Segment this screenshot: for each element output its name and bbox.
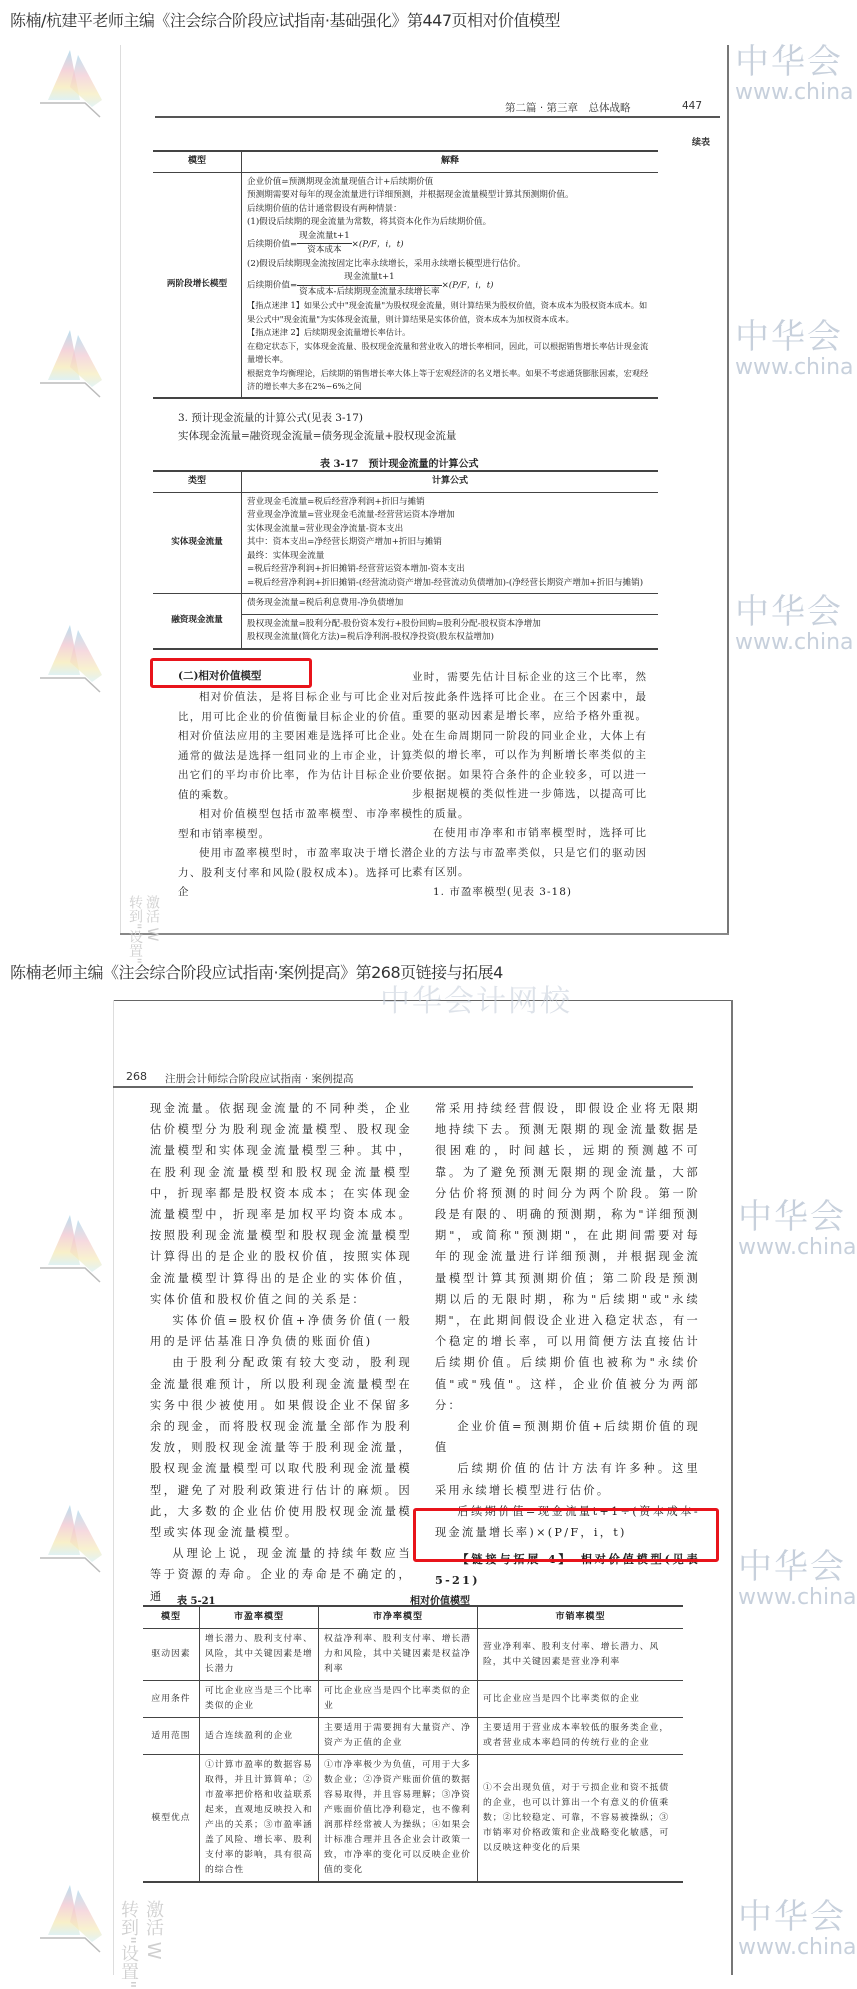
header-rule — [155, 116, 720, 118]
table-header: 模型 — [153, 151, 242, 172]
watermark-side-text: 转到"设置" — [127, 895, 143, 964]
watermark-logo-icon — [30, 325, 110, 405]
left-column — [150, 1098, 412, 1607]
page-left-edge — [113, 1000, 114, 1975]
watermark-brand: 中华会 — [735, 592, 843, 632]
table-label: 表 5-21 — [177, 1596, 216, 1607]
formula-2: 后续期价值= $\frac{\text{现金流量t+1}}{\text{资本成本-后续期现金流量永续增长率}}$ ×(P/F，i，t) — [247, 272, 494, 297]
table-line: (2)假设后续期现金流按固定比率永续增长，采用永续增长模型进行估价。 — [247, 258, 526, 269]
table-two-stage-model — [153, 150, 658, 399]
table-row: 驱动因素 增长潜力、股利支付率、风险，其中关键因素是增长潜力 权益净利率、股利支付率、增长潜力和风险，其中关键因素是权益净利率 营业净利率、股利支付率、增长潜力、风险，其中关键因素是营业净利率 — [143, 1629, 683, 1681]
tip-1: 【指点迷津 1】如果公式中"现金流量"为股权现金流量，则计算结果为股权价值，资本成本为股权资本成本。如果公式中"现金流量"为实体现金流量，则计算结果是实体价值，资本成本为加权资本成本。 — [247, 300, 648, 324]
table-line: 其中：资本支出=净经营长期资产增加+折旧与摊销 — [247, 537, 442, 547]
table-line: 股权现金流量=股利分配-股份资本发行+股份回购=股利分配-股权资本净增加 — [247, 618, 541, 629]
watermark-side-text: 激活 W — [143, 1900, 164, 1960]
table-row: 应用条件 可比企业应当是三个比率类似的企业 可比企业应当是四个比率类似的企业 可比企业应当是四个比率类似的企业 — [143, 1681, 683, 1718]
paragraph: 在使用市净率和市销率模型时，选择可比企业的方法与市盈率类似，只是它们的驱动因素有区别。 — [412, 827, 647, 878]
page-right-edge — [731, 1000, 733, 1975]
table-line: 股权现金流量(简化方法)=税后净利润-股权净投资(股东权益增加) — [247, 632, 494, 642]
table-line: 预测期需要对每年的现金流量进行详细预测，并根据现金流量模型计算其预测期价值。 — [247, 190, 574, 200]
table-line: (1)假设后续期的现金流量为常数，将其资本化作为后续期价值。 — [247, 217, 492, 227]
page-number: 268 — [126, 1070, 147, 1083]
watermark-side-text: 激活 W — [144, 895, 160, 942]
section-3-title: 3. 预计现金流量的计算公式(见表 3-17) — [178, 412, 363, 424]
section-heading-relative-value: (二)相对价值模型 — [178, 670, 262, 682]
paragraph: 从理论上说，现金流量的持续年数应当等于资源的寿命。企业的寿命是不确定的，通 — [150, 1547, 412, 1603]
highlight-box — [150, 658, 312, 688]
running-header: 注册会计师综合阶段应试指南 · 案例提高 — [165, 1073, 354, 1085]
section-caption-2: 陈楠老师主编《注会综合阶段应试指南·案例提高》第268页链接与拓展4 — [10, 963, 503, 982]
paragraph: 常采用持续经营假设，即假设企业将无限期地持续下去。预测无限期的现金流量数据是很困难的，时间越长，远期的预测越不可靠。为了避免预测无限期的现金流量，大部分估价将预测的时间分为两个阶段。第一阶段是有限的、明确的预测期，称为"详细预测期"，或简称"预测期"，在此期间需要对每年的现金流量进行详细预测，并根据现金流量模型计算其预测期价值；第二阶段是预测期以后的无限时期，称为"后续期"或"永续期"，在此期间假设企业进入稳定状态，有一个稳定的增长率，可以用简便方法直接估计后续期价值。后续期价值也被称为"永续价值"或"残值"。这样，企业价值被分为两部分： — [435, 1102, 700, 1412]
table-cash-flow-formulas — [153, 470, 658, 650]
row-label: 实体现金流量 — [153, 492, 242, 594]
table-line: 实体现金流量=营业现金净流量-资本支出 — [247, 523, 404, 534]
watermark-url: www.china — [738, 1585, 857, 1610]
watermark-logo-icon — [30, 620, 110, 700]
page-left-edge — [120, 45, 121, 935]
page-bottom-edge — [120, 933, 729, 935]
paragraph: 相对价值模型包括市盈率模型、市净率模型和市销率模型。 — [178, 808, 413, 840]
table-line: 后续期价值的估计通常假设有两种情景： — [247, 203, 402, 214]
table-line: 营业现金净流量=营业现金毛流量-经营营运资本净增加 — [247, 510, 455, 520]
section-3-formula: 实体现金流量=融资现金流量=债务现金流量+股权现金流量 — [178, 430, 457, 442]
row-label: 两阶段增长模型 — [153, 172, 242, 398]
table-line: 在稳定状态下，实体现金流量、股权现金流量和营业收入的增长率相同，因此，可以根据销售增长率估计现金流量增长率。 — [247, 340, 649, 364]
paragraph: 使用市盈率模型时，市盈率取决于增长潜力、股利支付率和风险(股权成本)。选择可比企 — [178, 847, 413, 898]
highlight-box — [413, 1508, 719, 1562]
paragraph: 企业价值=预测期价值+后续期价值的现值 — [435, 1420, 700, 1455]
formula-1: 后续期价值= $\frac{\text{现金流量t+1}}{\text{资本成本}}$ ×(P/F，i，t) — [247, 230, 404, 255]
watermark-url: www.china — [735, 630, 854, 655]
table-line: =税后经营净利润+折旧摊销-经营营运资本增加-资本支出 — [247, 564, 465, 574]
row-label: 融资现金流量 — [153, 594, 242, 649]
paragraph: 后续期价值的估计方法有许多种。这里采用永续增长模型进行估价。 — [435, 1462, 700, 1497]
table-row: 模型优点 ①计算市盈率的数据容易取得，并且计算简单；②市盈率把价格和收益联系起来，直观地反映投入和产出的关系；③市盈率涵盖了风险、增长率、股利支付率的影响，具有很高的综合性 ①市净率极少为负值，可用于大多数企业；②净资产账面价值的数据容易取得，并且容易理解；③净资产账面价值比净利稳定，也不像利润那样经常被人为操纵；④如果会计标准合理并且各企业会计政策一致，市净率的变化可以反映企业价值的变化 ①不会出现负值，对于亏损企业和资不抵债的企业，也可以计算出一个有意义的价值乘数；②比较稳定、可靠，不容易被操纵；③市销率对价格政策和企业战略变化敏感，可以反映这种变化的后果 — [143, 1755, 683, 1883]
table-line: 债务现金流量=税后利息费用-净负债增加 — [242, 594, 658, 615]
table-row: 适用范围 适合连续盈利的企业 主要适用于需要拥有大量资产、净资产为正值的企业 主要适用于营业成本率较低的服务类企业，或者营业成本率趋同的传统行业的企业 — [143, 1718, 683, 1755]
table-header: 市销率模型 — [478, 1606, 684, 1629]
watermark-side-text: 转到"设置" — [118, 1900, 139, 1989]
watermark-logo-icon — [30, 45, 110, 125]
paragraph: 由于股利分配政策有较大变动，股利现金流量很难预计，所以股利现金流量模型在实务中很少被使用。如果假设企业不保留多余的现金，而将股权现金流量全部作为股利发放，则股权现金流量等于股利现金流量，股权现金流量模型可以取代股利现金流量模型，避免了对股利政策进行估计的麻烦。因此，大多数的企业估价使用股权现金流量模型或实体现金流量模型。 — [150, 1356, 412, 1540]
table-line: 最终：实体现金流量 — [247, 550, 325, 561]
right-column — [412, 668, 647, 902]
watermark-url: www.china — [738, 1935, 857, 1960]
watermark-logo-icon — [30, 1500, 110, 1580]
header-rule — [113, 1086, 693, 1088]
paragraph: 相对价值法，是将目标企业与可比企业对比，用可比企业的价值衡量目标企业的价值。相对价值法应用的主要困难是选择可比企业。通常的做法是选择一组同业的上市企业，计算出它们的平均市价比率，作为估计目标企业价值的乘数。 — [178, 691, 413, 801]
watermark-url: www.china — [735, 80, 854, 105]
table-header: 计算公式 — [242, 471, 659, 492]
table-header: 市盈率模型 — [200, 1606, 319, 1629]
watermark-brand: 中华会 — [738, 1197, 846, 1237]
watermark-brand: 中华会 — [738, 1547, 846, 1587]
watermark-url: www.china — [735, 355, 854, 380]
watermark-logo-icon — [30, 1210, 110, 1290]
table-line: 根据竞争均衡理论，后续期的销售增长率大体上等于宏观经济的名义增长率。如果不考虑通货膨胀因素，宏观经济的增长率大多在2%~6%之间 — [247, 367, 649, 391]
paragraph: 业时，需要先估计目标企业的这三个比率，然后按此条件选择可比企业。在三个因素中，最重要的驱动因素是增长率，应给予格外重视。处在生命周期同一阶段的同业企业，大体上有类似的增长率，可以作为判断增长率类似的主要依据。如果符合条件的企业较多，可以进一步根据规模的类似性进一步筛选，以提高可比性的质量。 — [412, 671, 647, 820]
table-header: 市净率模型 — [319, 1606, 478, 1629]
table-header: 解释 — [242, 151, 659, 172]
watermark-brand: 中华会计网校 — [380, 984, 572, 1019]
watermark-brand: 中华会 — [735, 42, 843, 82]
table-header: 类型 — [153, 471, 242, 492]
paragraph: 现金流量。依据现金流量的不同种类，企业估价模型分为股利现金流量模型、股权现金流量模型和实体现金流量模型三种。其中，在股利现金流量模型和股权现金流量模型中，折现率都是股权资本成本；在实体现金流量模型中，折现率是加权平均资本成本。按照股利现金流量模型和股权现金流量模型计算得出的是企业的股权价值，按照实体现金流量模型计算得出的是企业的实体价值，实体价值和股权价值之间的关系是： — [150, 1102, 412, 1306]
paragraph: 1. 市盈率模型(见表 3-18) — [433, 885, 572, 898]
page-right-edge — [727, 45, 729, 935]
table-line: 企业价值=预测期现金流量现值合计+后续期价值 — [247, 176, 434, 187]
table-line: =税后经营净利润+折旧摊销-(经营流动资产增加-经营流动负债增加)-(净经营长期资产增加+折旧与摊销) — [247, 577, 644, 588]
section-caption-1: 陈楠/杭建平老师主编《注会综合阶段应试指南·基础强化》第447页相对价值模型 — [10, 11, 561, 30]
link-extension-4: 【链接与拓展 4】 相对价值模型(见表5-21) — [435, 1552, 700, 1588]
running-header: 第二篇 · 第三章 总体战略 — [505, 102, 631, 114]
table-header: 模型 — [143, 1606, 200, 1629]
page-number: 447 — [682, 100, 703, 112]
watermark-logo-icon — [30, 1880, 110, 1960]
table-title: 相对价值模型 — [410, 1596, 470, 1607]
tip-2: 【指点迷津 2】后续期现金流量增长率估计。 — [247, 327, 411, 337]
table-caption: 表 3-17 预计现金流量的计算公式 — [320, 459, 479, 470]
paragraph: 后续期价值=现金流量t+1÷(资本成本-现金流量增长率)×(P/F，i，t) — [435, 1504, 700, 1540]
left-column — [178, 688, 413, 903]
table-relative-value-models — [143, 1605, 683, 1883]
continued-label: 续表 — [692, 138, 711, 148]
watermark-brand: 中华会 — [738, 1897, 846, 1937]
table-line: 营业现金毛流量=税后经营净利润+折旧与摊销 — [247, 496, 425, 507]
paragraph: 实体价值=股权价值+净债务价值(一般用的是评估基准日净负债的账面价值) — [150, 1314, 412, 1349]
watermark-url: www.china — [738, 1235, 857, 1260]
watermark-brand: 中华会 — [735, 317, 843, 357]
